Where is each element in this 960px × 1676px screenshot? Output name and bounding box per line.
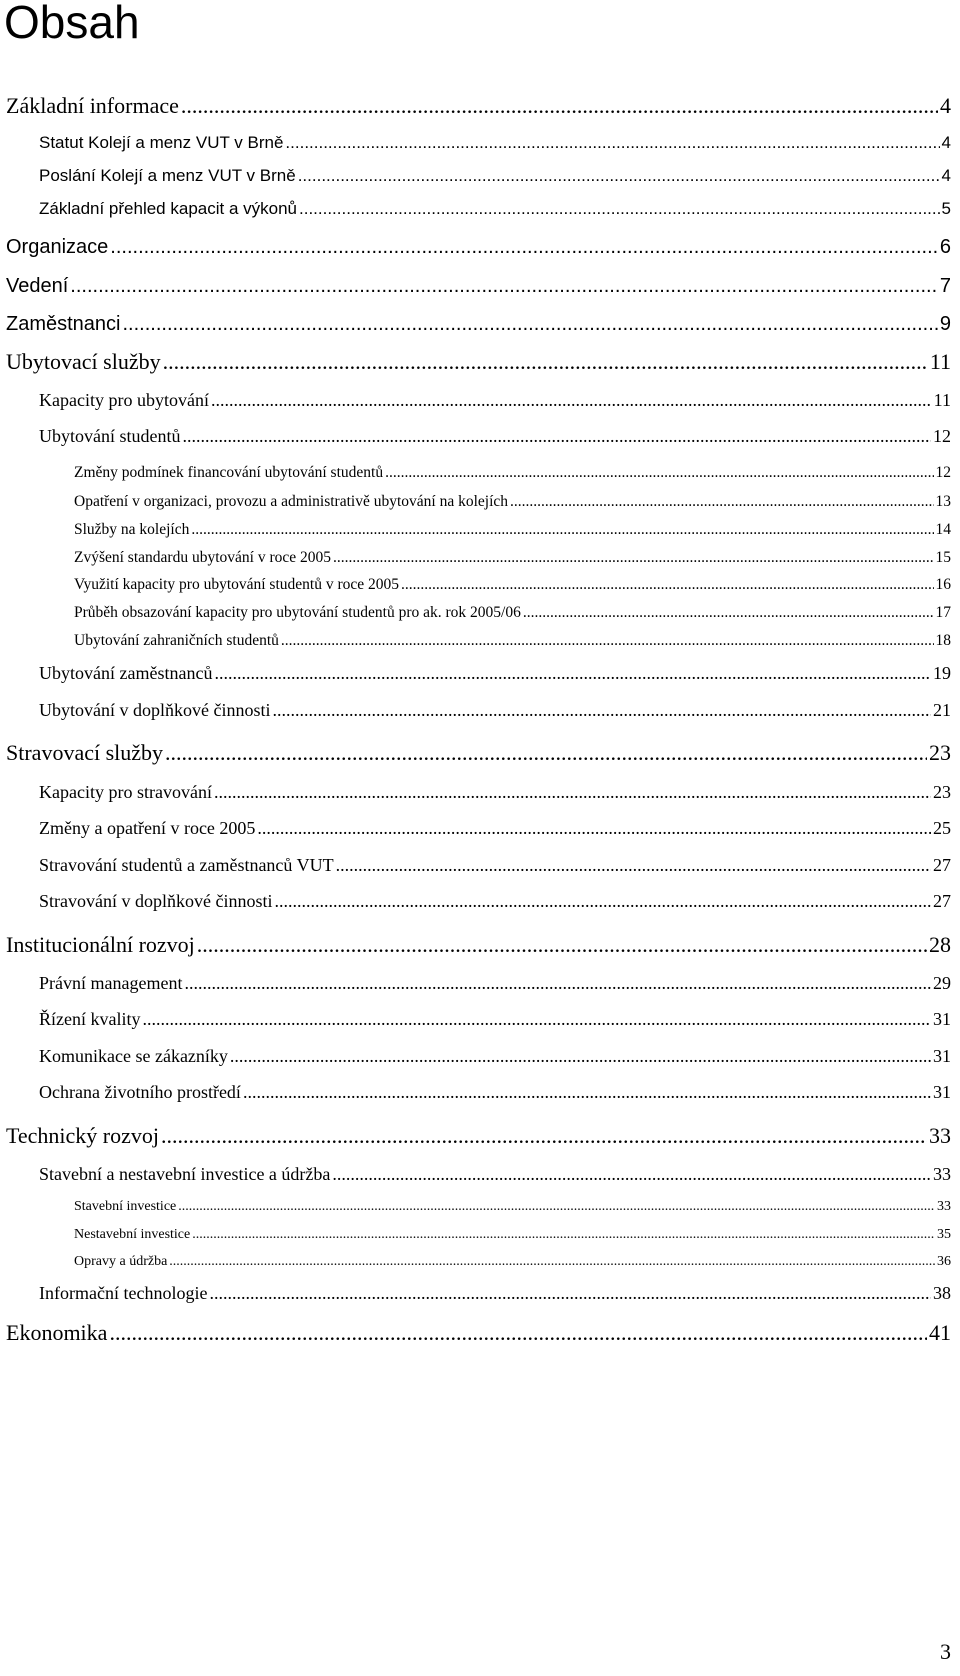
toc-page-number: 13	[935, 493, 951, 510]
toc-entry-level-2[interactable]	[39, 974, 951, 994]
toc-dot-leader	[209, 1284, 931, 1304]
toc-dot-leader	[211, 391, 932, 411]
toc-page-number: 9	[939, 313, 951, 335]
toc-page-number: 11	[929, 349, 951, 374]
toc-entry-level-1[interactable]	[6, 236, 951, 258]
toc-dot-leader	[142, 1010, 931, 1030]
toc-page-number: 31	[933, 1046, 951, 1066]
toc-page-number: 4	[941, 166, 951, 185]
toc-dot-leader	[401, 576, 933, 593]
toc-entry-label: Stravování studentů a zaměstnanců VUT	[39, 855, 334, 875]
toc-entry-level-2[interactable]	[39, 1047, 951, 1067]
toc-page-number: 4	[941, 133, 951, 152]
toc-entry-label: Stravování v doplňkové činnosti	[39, 891, 273, 911]
toc-dot-leader	[181, 94, 938, 118]
toc-page-number: 12	[935, 464, 951, 481]
toc-entry-level-2[interactable]	[39, 391, 951, 411]
toc-entry-label: Kapacity pro stravování	[39, 782, 212, 802]
toc-dot-leader	[298, 167, 940, 186]
toc-entry-label: Ekonomika	[6, 1320, 108, 1345]
toc-entry-level-1[interactable]	[6, 741, 951, 765]
toc-entry-label: Změny podmínek financování ubytování studentů	[74, 464, 384, 481]
toc-page-number: 27	[933, 855, 951, 875]
toc-dot-leader	[332, 1165, 931, 1185]
toc-entry-level-2[interactable]	[39, 1165, 951, 1185]
toc-entry-label: Stravovací služby	[6, 740, 164, 765]
toc-dot-leader	[214, 664, 931, 684]
toc-entry-level-3[interactable]	[74, 549, 951, 566]
toc-page-number: 38	[933, 1283, 951, 1303]
toc-entry-label: Zvýšení standardu ubytování v roce 2005	[74, 549, 331, 566]
toc-entry-label: Informační technologie	[39, 1283, 208, 1303]
toc-entry-label: Základní přehled kapacit a výkonů	[39, 199, 297, 218]
toc-dot-leader	[281, 632, 934, 649]
toc-page-number: 31	[933, 1082, 951, 1102]
toc-dot-leader	[161, 1124, 927, 1148]
toc-page-number: 5	[941, 199, 951, 218]
toc-entry-level-3[interactable]	[74, 1227, 951, 1242]
toc-entry-level-2[interactable]	[39, 701, 951, 721]
toc-entry-level-3[interactable]	[74, 493, 951, 510]
toc-dot-leader	[183, 427, 932, 447]
toc-entry-label: Ubytování studentů	[39, 426, 181, 446]
toc-page-number: 25	[933, 818, 951, 838]
toc-entry-level-2[interactable]	[39, 856, 951, 876]
toc-entry-level-2[interactable]	[39, 134, 951, 153]
toc-entry-level-1[interactable]	[6, 933, 951, 957]
toc-dot-leader	[165, 741, 927, 765]
toc-page-number: 23	[929, 740, 951, 765]
toc-entry-label: Ubytování v doplňkové činnosti	[39, 700, 271, 720]
toc-dot-leader	[230, 1047, 931, 1067]
toc-entry-label: Ochrana životního prostředí	[39, 1082, 241, 1102]
toc-page-number: 16	[935, 576, 951, 593]
toc-entry-level-1[interactable]	[6, 94, 951, 118]
toc-entry-label: Statut Kolejí a menz VUT v Brně	[39, 133, 284, 152]
toc-page-number: 11	[933, 390, 951, 410]
toc-entry-level-2[interactable]	[39, 783, 951, 803]
toc-page-number: 35	[937, 1227, 951, 1242]
toc-dot-leader	[385, 464, 933, 481]
toc-dot-leader	[274, 892, 931, 912]
toc-dot-leader	[70, 275, 938, 297]
toc-entry-level-2[interactable]	[39, 892, 951, 912]
toc-entry-label: Základní informace	[6, 93, 179, 118]
toc-entry-level-1[interactable]	[6, 313, 951, 335]
toc-page-number: 19	[933, 663, 951, 683]
toc-entry-label: Řízení kvality	[39, 1009, 141, 1029]
toc-dot-leader	[336, 856, 931, 876]
toc-entry-level-2[interactable]	[39, 1284, 951, 1304]
toc-page-number: 4	[940, 93, 951, 118]
toc-entry-level-3[interactable]	[74, 521, 951, 538]
toc-page-number: 33	[937, 1199, 951, 1214]
toc-dot-leader	[523, 604, 934, 621]
toc-entry-level-3[interactable]	[74, 1254, 951, 1269]
toc-entry-level-1[interactable]	[6, 1124, 951, 1148]
toc-entry-label: Komunikace se zákazníky	[39, 1046, 228, 1066]
toc-entry-level-2[interactable]	[39, 427, 951, 447]
toc-dot-leader	[285, 134, 939, 153]
toc-page-number: 18	[935, 632, 951, 649]
toc-dot-leader	[272, 701, 931, 721]
toc-page-number: 21	[933, 700, 951, 720]
toc-page-number: 12	[933, 426, 951, 446]
toc-entry-label: Ubytování zaměstnanců	[39, 663, 213, 683]
toc-entry-label: Technický rozvoj	[6, 1123, 160, 1148]
toc-dot-leader	[109, 1321, 927, 1345]
toc-dot-leader	[243, 1083, 931, 1103]
toc-entry-label: Zaměstnanci	[6, 313, 121, 335]
toc-entry-level-1[interactable]	[6, 275, 951, 297]
toc-page-number: 33	[929, 1123, 951, 1148]
toc-dot-leader	[163, 350, 928, 374]
toc-entry-level-3[interactable]	[74, 464, 951, 481]
toc-entry-label: Opravy a údržba	[74, 1254, 168, 1269]
toc-entry-label: Kapacity pro ubytování	[39, 390, 209, 410]
toc-entry-level-3[interactable]	[74, 1199, 951, 1214]
toc-entry-level-2[interactable]	[39, 819, 951, 839]
toc-entry-level-3[interactable]	[74, 632, 951, 649]
toc-entry-label: Poslání Kolejí a menz VUT v Brně	[39, 166, 296, 185]
toc-entry-label: Právní management	[39, 973, 183, 993]
toc-dot-leader	[123, 313, 938, 335]
toc-entry-label: Institucionální rozvoj	[6, 932, 195, 957]
toc-entry-label: Vedení	[6, 275, 69, 297]
toc-dot-leader	[299, 200, 940, 219]
toc-page-number: 36	[937, 1254, 951, 1269]
toc-entry-label: Ubytování zahraničních studentů	[74, 632, 279, 649]
toc-dot-leader	[169, 1254, 935, 1269]
toc-entry-label: Změny a opatření v roce 2005	[39, 818, 256, 838]
toc-dot-leader	[510, 493, 933, 510]
toc-entry-label: Ubytovací služby	[6, 349, 161, 374]
toc-page-number: 29	[933, 973, 951, 993]
toc-dot-leader	[257, 819, 931, 839]
toc-entry-level-2[interactable]	[39, 664, 951, 684]
toc-page-number: 27	[933, 891, 951, 911]
toc-page-number: 41	[929, 1320, 951, 1345]
toc-entry-level-2[interactable]	[39, 200, 951, 219]
toc-entry-label: Stavební investice	[74, 1199, 177, 1214]
toc-dot-leader	[110, 236, 938, 258]
page-number: 3	[940, 1639, 951, 1664]
toc-entry-label: Nestavební investice	[74, 1227, 191, 1242]
toc-dot-leader	[192, 1227, 935, 1242]
toc-entry-level-2[interactable]	[39, 1083, 951, 1103]
toc-page-number: 23	[933, 782, 951, 802]
toc-page-number: 14	[935, 521, 951, 538]
toc-entry-label: Průběh obsazování kapacity pro ubytování studentů pro ak. rok 2005/06	[74, 604, 521, 621]
toc-dot-leader	[333, 549, 934, 566]
toc-entry-label: Opatření v organizaci, provozu a administrativě ubytování na kolejích	[74, 493, 509, 510]
page-title: Obsah	[4, 0, 140, 48]
toc-page-number: 15	[935, 549, 951, 566]
toc-page-number: 28	[929, 932, 951, 957]
toc-entry-label: Služby na kolejích	[74, 521, 190, 538]
toc-entry-label: Stavební a nestavební investice a údržba	[39, 1164, 331, 1184]
toc-entry-level-2[interactable]	[39, 1010, 951, 1030]
toc-entry-level-3[interactable]	[74, 604, 951, 621]
toc-entry-label: Využití kapacity pro ubytování studentů v roce 2005	[74, 576, 400, 593]
toc-entry-label: Organizace	[6, 236, 109, 258]
toc-entry-level-3[interactable]	[74, 576, 951, 593]
toc-page-number: 31	[933, 1009, 951, 1029]
toc-entry-level-1[interactable]	[6, 350, 951, 374]
toc-dot-leader	[191, 521, 933, 538]
toc-dot-leader	[184, 974, 931, 994]
toc-dot-leader	[178, 1199, 935, 1214]
toc-page-number: 17	[935, 604, 951, 621]
toc-entry-level-2[interactable]	[39, 167, 951, 186]
toc-dot-leader	[214, 783, 931, 803]
toc-page-number: 7	[939, 275, 951, 297]
toc-page-number: 6	[939, 236, 951, 258]
toc-entry-level-1[interactable]	[6, 1321, 951, 1345]
toc-dot-leader	[197, 933, 927, 957]
toc-page-number: 33	[933, 1164, 951, 1184]
